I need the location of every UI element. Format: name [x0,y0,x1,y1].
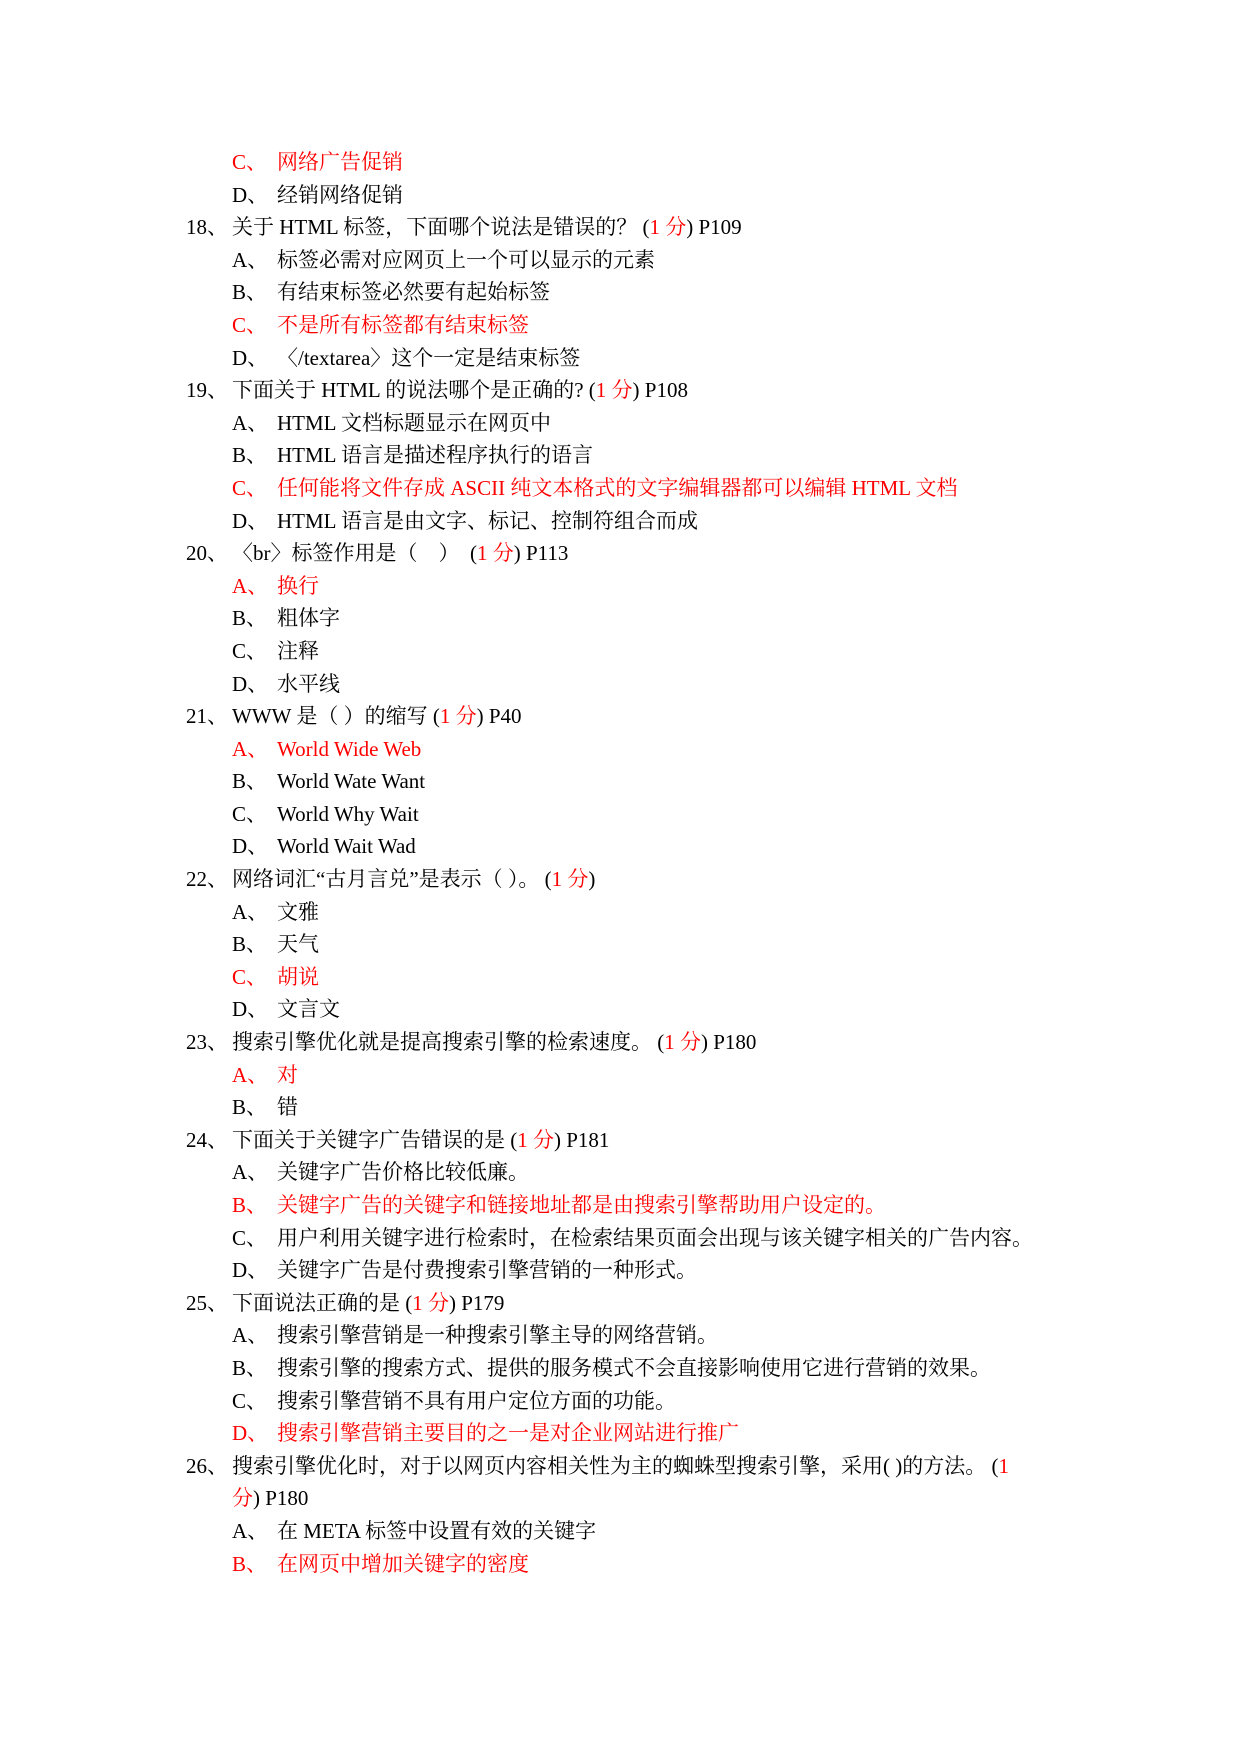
option [0,993,1241,1026]
option-letter: C、 [232,964,268,989]
option-letter: D、 [232,834,269,859]
option [0,602,1241,635]
question-text [232,863,595,896]
option-letter: B、 [232,769,268,794]
option [0,276,1241,309]
question-line [0,1450,1241,1483]
question-text [232,1026,756,1059]
question-number: 20、 [186,541,228,566]
option-text: 搜索引擎营销不具有用户定位方面的功能。 [277,1388,676,1413]
option [0,505,1241,538]
option [0,1319,1241,1352]
question-stem: 网络词汇“古月言兑”是表示（ ）。 [232,867,545,892]
option-text: 关键字广告价格比较低廉。 [277,1160,529,1185]
question-text [232,1450,1009,1483]
question-stem: 关于 HTML 标签，下面哪个说法是错误的？ [232,215,643,240]
question-stem: 下面关于 HTML 的说法哪个是正确的? [232,378,589,403]
question-stem: 下面关于关键字广告错误的是 [232,1127,511,1152]
question-number: 21、 [186,704,228,729]
option-letter: D、 [232,671,269,696]
points-unit: 分 [232,1486,253,1511]
question-number: 19、 [186,378,228,403]
option-letter: A、 [232,1062,269,1087]
option [0,1385,1241,1418]
option-text: World Why Wait [277,801,419,826]
option-letter: B、 [232,1095,268,1120]
page-reference: P180 [260,1486,309,1511]
points-close: ) [554,1127,561,1152]
question-number: 18、 [186,215,228,240]
option-text: 不是所有标签都有结束标签 [277,312,529,337]
option [0,439,1241,472]
page-reference: P181 [561,1127,610,1152]
question-number: 23、 [186,1030,228,1055]
option [0,407,1241,440]
option [0,635,1241,668]
option [0,179,1241,212]
question-line [0,1026,1241,1059]
option-letter: B、 [232,1193,268,1217]
option-text: 文雅 [277,899,319,924]
points-value: 1 分 [595,378,633,403]
question-text [232,537,568,570]
points-close: ) [686,215,694,240]
points-value: 1 分 [517,1127,554,1152]
correct-option [0,1548,1241,1581]
option [0,1352,1241,1385]
page-reference: P109 [693,215,742,240]
option [0,798,1241,831]
question-text-continued [232,1482,308,1515]
option-letter: A、 [232,1323,269,1348]
option-letter: B、 [232,1355,268,1380]
points-close: ) [449,1290,456,1315]
option-text: 用户利用关键字进行检索时，在检索结果页面会出现与该关键字相关的广告内容。 [277,1225,1033,1250]
option-text: 网络广告促销 [277,150,403,174]
option-text: 注释 [277,638,319,663]
question-line [0,374,1241,407]
option-letter: A、 [232,573,269,598]
points-value: 1 分 [439,704,477,729]
option-text: World Wait Wad [277,834,416,859]
option-letter: A、 [232,736,269,761]
points-value: 1 [998,1453,1009,1478]
option-letter: A、 [232,1518,269,1543]
option-text: 有结束标签必然要有起始标签 [277,280,550,305]
correct-option [0,472,1241,505]
correct-option [0,1417,1241,1450]
option-text: 换行 [277,573,319,598]
option-text: 天气 [277,932,319,957]
option [0,928,1241,961]
page-reference: P40 [483,704,522,729]
option-text: World Wate Want [277,769,426,794]
option-text: 搜索引擎营销主要目的之一是对企业网站进行推广 [277,1421,739,1446]
question-text [232,700,522,733]
points-close: ) [476,704,484,729]
option-letter: B、 [232,443,268,468]
points-open: ( [991,1453,999,1478]
option [0,765,1241,798]
question-text [232,1287,504,1320]
option-letter: B、 [232,932,268,957]
option-text: HTML 文档标题显示在网页中 [277,410,551,435]
option-text: 在网页中增加关键字的密度 [277,1551,529,1576]
points-close: ) [701,1030,708,1055]
option [0,1515,1241,1548]
option-letter: B、 [232,606,268,631]
option-letter: A、 [232,899,269,924]
option-text: 水平线 [277,671,340,696]
points-open: ( [405,1290,413,1315]
correct-option [0,309,1241,342]
option-text: 关键字广告是付费搜索引擎营销的一种形式。 [277,1258,697,1283]
question-number: 26、 [186,1453,228,1478]
option [0,244,1241,277]
points-value: 1 分 [412,1290,449,1315]
option-letter: C、 [232,1225,268,1250]
option-text: 经销网络促销 [277,182,403,207]
question-line [0,537,1241,570]
option-letter: D、 [232,1258,269,1283]
question-line [0,1124,1241,1157]
page-reference: P180 [708,1030,757,1055]
question-stem: WWW 是（ ）的缩写 [232,704,433,729]
correct-option [0,146,1241,179]
option [0,1091,1241,1124]
option [0,830,1241,863]
option-text: 对 [277,1062,298,1087]
option-letter: C、 [232,1388,268,1413]
points-open: ( [657,1030,665,1055]
option-text: HTML 语言是描述程序执行的语言 [277,443,593,468]
option [0,1222,1241,1255]
option-text: World Wide Web [277,736,422,761]
question-text [232,211,742,244]
option-letter: A、 [232,410,269,435]
question-line-continued [0,1482,1241,1515]
option-letter: A、 [232,247,269,272]
question-stem: 下面说法正确的是 [232,1290,406,1315]
option [0,896,1241,929]
question-text [232,1124,609,1157]
option-text: 搜索引擎的搜索方式、提供的服务模式不会直接影响使用它进行营销的效果。 [277,1355,991,1380]
option-letter: C、 [232,475,268,500]
question-line [0,1287,1241,1320]
option-text: 标签必需对应网页上一个可以显示的元素 [277,247,655,272]
option-letter: A、 [232,1160,269,1185]
page-reference: P179 [456,1290,505,1315]
option-letter: D、 [232,508,269,533]
page-reference: P113 [520,541,569,566]
question-number: 22、 [186,867,228,892]
option [0,1156,1241,1189]
points-value: 1 分 [664,1030,701,1055]
option-text: 在 META 标签中设置有效的关键字 [277,1518,597,1543]
option-letter: D、 [232,1421,269,1446]
question-number: 24、 [186,1127,228,1152]
option-letter: C、 [232,638,268,663]
points-close: ) [513,541,521,566]
correct-option [0,961,1241,994]
points-open: ( [432,704,440,729]
question-number: 25、 [186,1290,228,1315]
page-reference: P108 [639,378,688,403]
correct-option [0,733,1241,766]
correct-option [0,1059,1241,1092]
option-letter: B、 [232,280,268,305]
points-open: ( [642,215,650,240]
points-open: ( [510,1127,518,1152]
option [0,1254,1241,1287]
question-text [232,374,688,407]
option-text: 错 [277,1095,298,1120]
points-close: ) [632,378,640,403]
points-value: 1 分 [551,867,589,892]
points-open: ( [470,541,477,566]
points-open: ( [544,867,552,892]
option-letter: C、 [232,312,268,337]
points-close: ) [588,867,596,892]
question-stem: 〈br〉标签作用是（ ） [232,541,470,566]
option-letter: C、 [232,801,268,826]
option [0,668,1241,701]
points-value: 1 分 [477,541,514,566]
question-line [0,211,1241,244]
question-stem: 搜索引擎优化时，对于以网页内容相关性为主的蜘蛛型搜索引擎，采用( )的方法。 [232,1453,992,1478]
question-line [0,863,1241,896]
option-letter: C、 [232,150,268,174]
option-text: 〈/textarea〉这个一定是结束标签 [277,345,581,370]
option [0,342,1241,375]
document-page [0,146,1241,1580]
option-text: 关键字广告的关键字和链接地址都是由搜索引擎帮助用户设定的。 [277,1193,886,1217]
question-stem: 搜索引擎优化就是提高搜索引擎的检索速度。 [232,1030,658,1055]
correct-option [0,570,1241,603]
option-text: 胡说 [277,964,319,989]
correct-option [0,1189,1241,1222]
option-letter: D、 [232,345,269,370]
points-open: ( [588,378,596,403]
points-value: 1 分 [649,215,687,240]
option-text: 文言文 [277,997,340,1022]
option-letter: D、 [232,182,269,207]
option-text: 粗体字 [277,606,340,631]
option-text: 搜索引擎营销是一种搜索引擎主导的网络营销。 [277,1323,718,1348]
option-text: HTML 语言是由文字、标记、控制符组合而成 [277,508,698,533]
option-letter: D、 [232,997,269,1022]
points-close: ) [253,1486,260,1511]
question-line [0,700,1241,733]
option-text: 任何能将文件存成 ASCII 纯文本格式的文字编辑器都可以编辑 HTML 文档 [277,475,958,500]
option-letter: B、 [232,1551,268,1576]
